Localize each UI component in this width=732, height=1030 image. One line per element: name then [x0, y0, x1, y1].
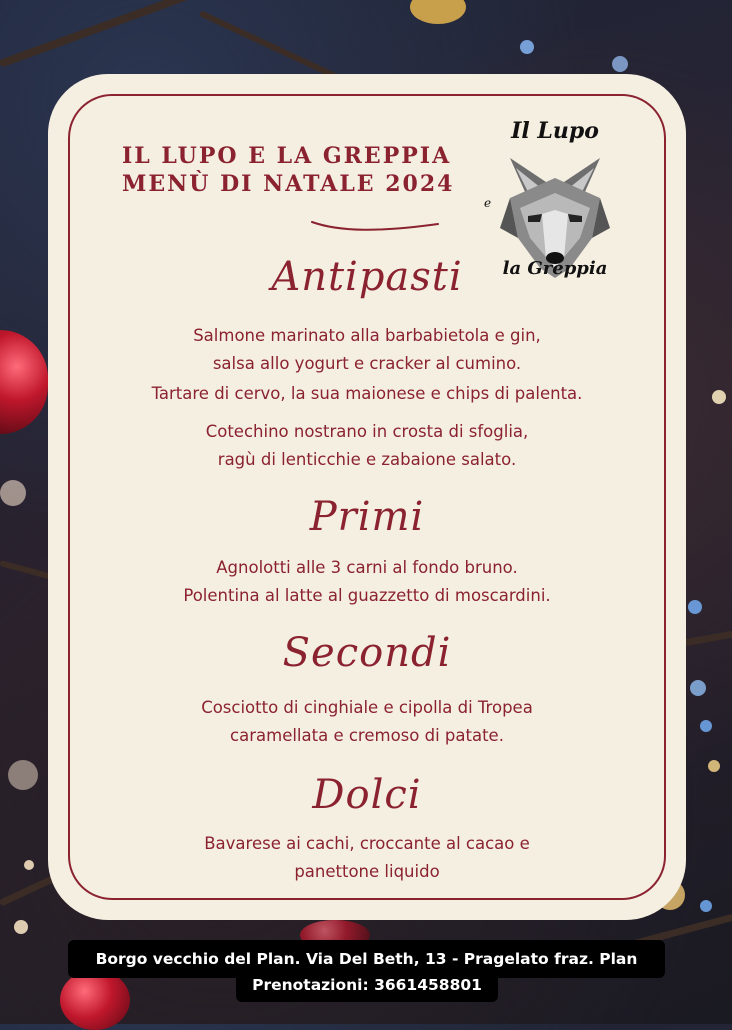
bokeh-light [8, 760, 38, 790]
bokeh-light [0, 480, 26, 506]
menu-item-line: Polentina al latte al guazzetto di moscardini. [183, 586, 551, 605]
menu-item-line: Cosciotto di cinghiale e cipolla di Tropea [201, 698, 533, 717]
menu-item-line: salsa allo yogurt e cracker al cumino. [212, 354, 522, 373]
bokeh-light [700, 900, 712, 912]
bokeh-light [688, 600, 702, 614]
menu-item-line: panettone liquido [294, 862, 440, 881]
menu-item-line: ragù di lenticchie e zabaione salato. [217, 450, 517, 469]
bokeh-light [690, 680, 706, 696]
menu-item [50, 694, 684, 750]
menu-item [50, 554, 684, 610]
bokeh-light [14, 920, 28, 934]
logo-text-top: Il Lupo [511, 118, 599, 144]
tree-branch [679, 630, 732, 647]
tree-branch [0, 0, 246, 68]
menu-item [50, 380, 684, 408]
title-line-menu: MENÙ DI NATALE 2024 [122, 171, 455, 197]
red-ornament [0, 330, 48, 434]
menu-item-line: Bavarese ai cachi, croccante al cacao e [204, 834, 530, 853]
decorative-divider [310, 218, 440, 234]
page-title [122, 142, 472, 198]
booking-banner: Prenotazioni: 3661458801 [236, 968, 498, 1002]
section-title-dolci: Dolci [312, 772, 422, 818]
title-line-restaurant: IL LUPO E LA GREPPIA [122, 143, 452, 169]
bokeh-light [708, 760, 720, 772]
section-title-primi: Primi [309, 494, 425, 540]
menu-item-line: Tartare di cervo, la sua maionese e chips di palenta. [151, 384, 583, 403]
bokeh-light [24, 860, 34, 870]
menu-item [50, 322, 684, 378]
section-title-secondi: Secondi [282, 630, 452, 676]
logo-text-bottom: la Greppia [502, 258, 608, 279]
menu-item [50, 830, 684, 886]
section-title-antipasti: Antipasti [271, 254, 463, 300]
bokeh-light [612, 56, 628, 72]
menu-item [50, 418, 684, 474]
menu-item-line: caramellata e cremoso di patate. [230, 726, 504, 745]
bokeh-light [712, 390, 726, 404]
menu-item-line: Cotechino nostrano in crosta di sfoglia, [205, 422, 529, 441]
logo-text-e: e [484, 196, 492, 210]
bokeh-light [520, 40, 534, 54]
red-ornament [60, 970, 130, 1030]
bokeh-light [410, 0, 466, 24]
address-banner: Borgo vecchio del Plan. Via Del Beth, 13 - Pragelato fraz. Plan [68, 940, 665, 978]
menu-item-line: Salmone marinato alla barbabietola e gin, [193, 326, 541, 345]
menu-item-line: Agnolotti alle 3 carni al fondo bruno. [216, 558, 518, 577]
bokeh-light [700, 720, 712, 732]
